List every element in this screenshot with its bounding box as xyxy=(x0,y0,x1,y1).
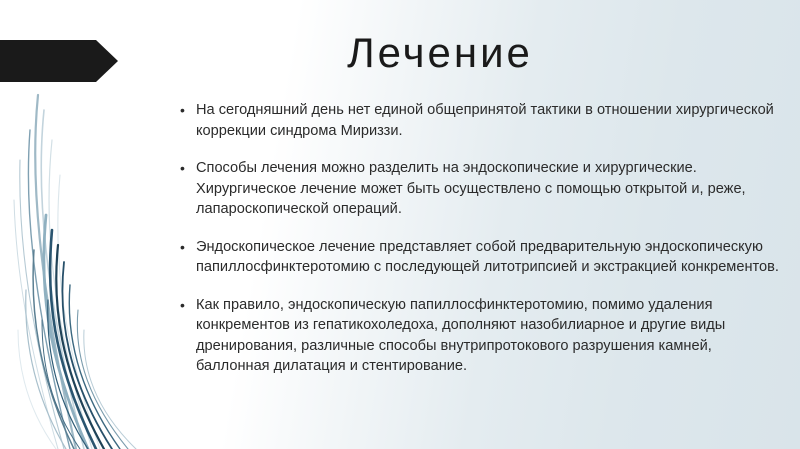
bullet-marker-icon: • xyxy=(180,102,185,118)
list-item-text: Способы лечения можно разделить на эндоскопические и хирургические. Хирургическое лечение может быть осуществлено с помощью открытой и, реже, лапароскопической операций. xyxy=(196,160,746,217)
list-item-text: На сегодняшний день нет единой общепринятой тактики в отношении хирургической коррекции синдрома Мириззи. xyxy=(196,102,774,139)
list-item xyxy=(180,100,780,141)
bullet-list xyxy=(180,100,780,394)
bullet-marker-icon: • xyxy=(180,296,185,313)
bullet-marker-icon: • xyxy=(180,160,185,176)
title-arrow-banner xyxy=(0,40,118,82)
list-item xyxy=(180,237,780,278)
bullet-marker-icon: • xyxy=(180,238,185,255)
list-item xyxy=(180,295,780,377)
list-item-text: Как правило, эндоскопическую папиллосфинктеротомию, помимо удаления конкрементов из гепатикохоледоха, дополняют назобилиарное и другие виды дренирования, различные способы внутрипротокового разрушения камней, баллонная дилатация и стентирование. xyxy=(196,296,726,374)
page-title: Лечение xyxy=(347,29,533,76)
list-item xyxy=(180,158,780,220)
list-item-text: Эндоскопическое лечение представляет собой предварительную эндоскопическую папиллосфинктеротомию с последующей литотрипсией и экстракцией конкрементов. xyxy=(196,238,779,275)
